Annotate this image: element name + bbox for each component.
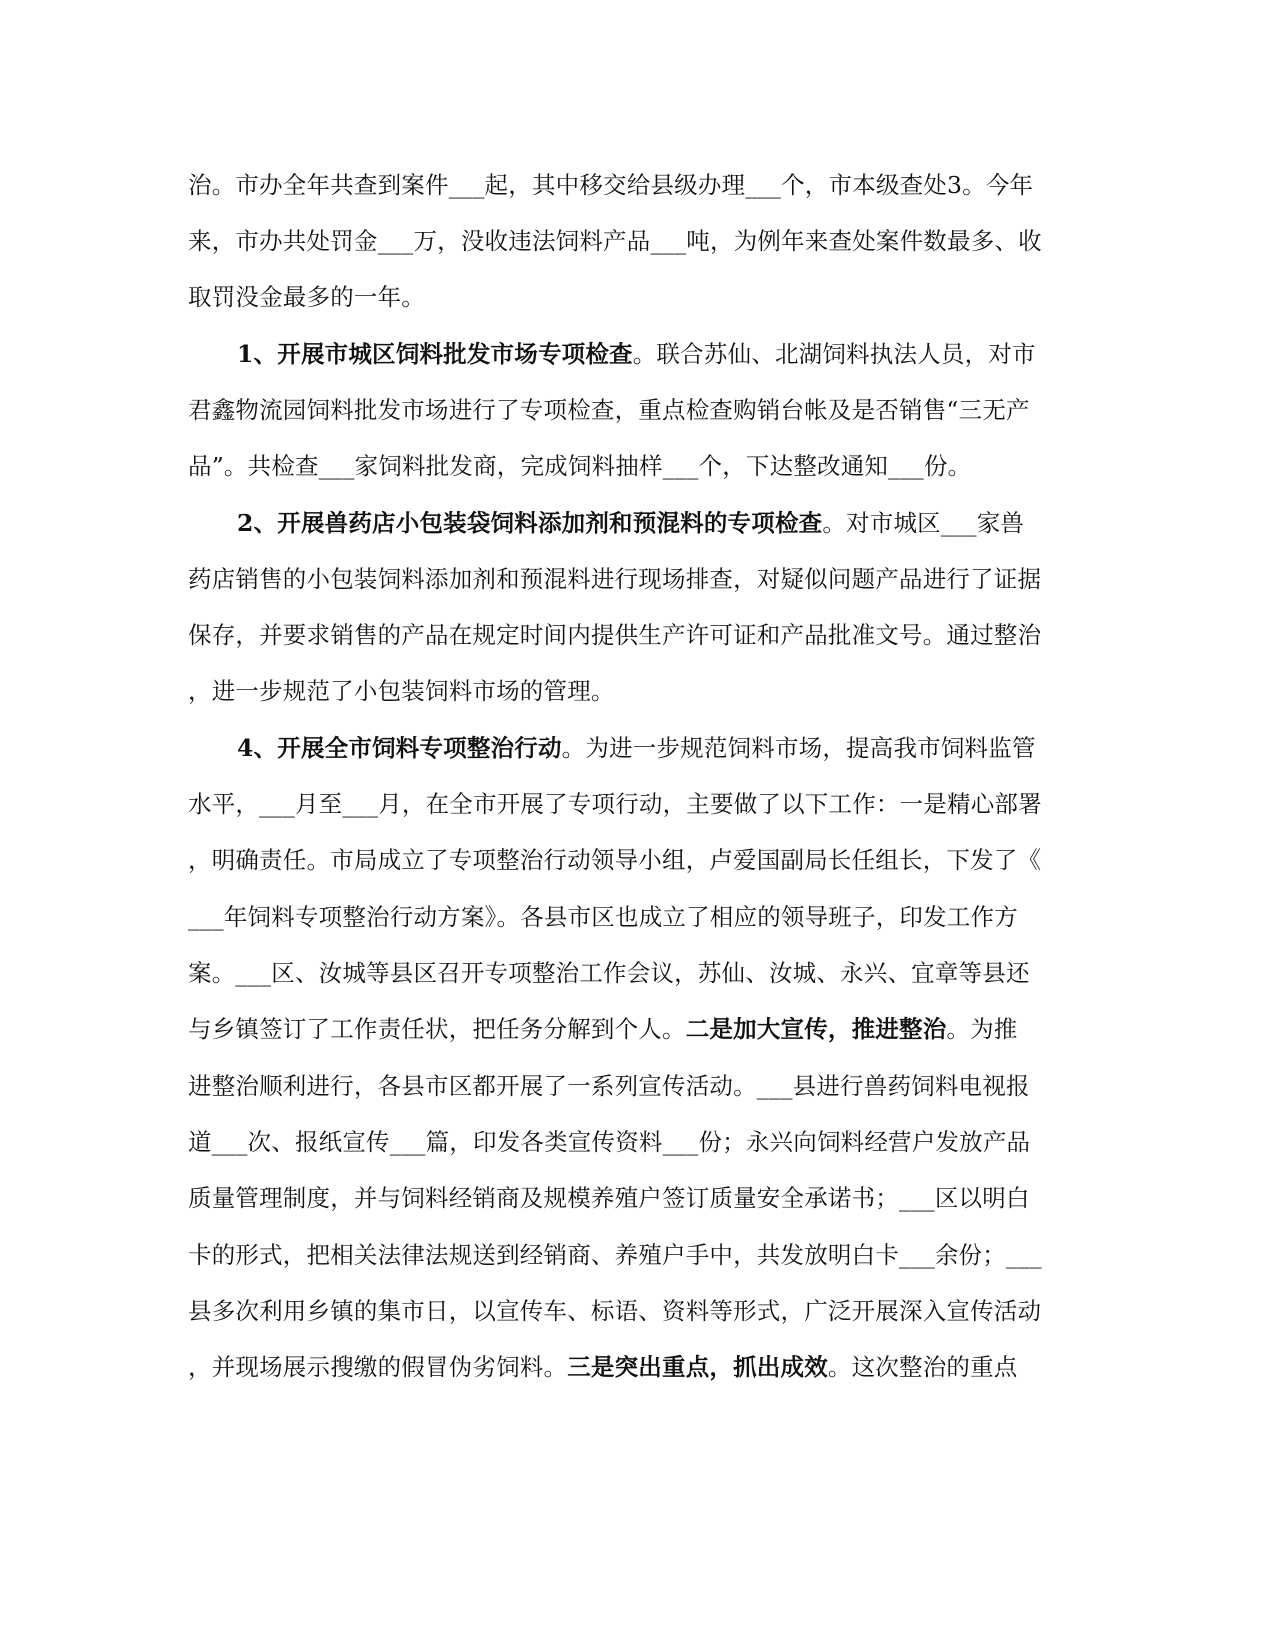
line-text: ，明确责任。市局成立了专项整治行动领导小组，卢爱国副局长任组长，下发了《	[188, 846, 1042, 874]
line-text: 。这次整治的重点	[827, 1353, 1018, 1381]
paragraph-line	[188, 897, 1088, 937]
line-text: 来，市办共处罚金___万，没收违法饲料产品___吨，为例年来查处案件数最多、收	[188, 227, 1042, 255]
inline-heading: 二是加大宣传，推进整治	[685, 1015, 947, 1043]
line-text: ，进一步规范了小包装饲料市场的管理。	[188, 677, 615, 705]
line-text: 道___次、报纸宣传___篇，印发各类宣传资料___份；永兴向饲料经营户发放产品	[188, 1128, 1031, 1156]
paragraph-line	[237, 503, 1088, 543]
line-text: 保存，并要求销售的产品在规定时间内提供生产许可证和产品批准文号。通过整治	[188, 621, 1042, 649]
paragraph-line	[188, 1009, 1088, 1049]
line-text: 卡的形式，把相关法律法规送到经销商、养殖户手中，共发放明白卡___余份；___	[188, 1241, 1042, 1269]
inline-heading: 三是突出重点，抓出成效	[567, 1353, 828, 1381]
line-text: 。联合苏仙、北湖饲料执法人员，对市	[632, 340, 1036, 368]
line-text: ，并现场展示搜缴的假冒伪劣饲料。	[188, 1353, 568, 1381]
paragraph-line	[188, 446, 1088, 486]
paragraph-line	[188, 221, 1088, 261]
paragraph-line	[188, 559, 1088, 599]
line-text: 品”。共检查___家饲料批发商，完成饲料抽样___个，下达整改通知___份。	[188, 452, 972, 480]
paragraph-line	[188, 784, 1088, 824]
paragraph-line	[188, 671, 1088, 711]
paragraph-line	[188, 390, 1088, 430]
paragraph-line	[188, 1122, 1088, 1162]
paragraph-line	[188, 1178, 1088, 1218]
section-heading: 2、开展兽药店小包装袋饲料添加剂和预混料的专项检查	[237, 509, 823, 537]
paragraph-line	[188, 1291, 1088, 1331]
line-text: 。为进一步规范饲料市场，提高我市饲料监管	[561, 734, 1036, 762]
paragraph-line	[188, 1347, 1088, 1387]
paragraph-line	[237, 334, 1088, 374]
line-text: ___年饲料专项整治行动方案》。各县市区也成立了相应的领导班子，印发工作方	[188, 903, 1018, 931]
line-text: 取罚没金最多的一年。	[188, 283, 425, 311]
line-text: 。为推	[946, 1015, 1018, 1043]
line-text: 药店销售的小包装饲料添加剂和预混料进行现场排查，对疑似问题产品进行了证据	[188, 565, 1042, 593]
line-text: 进整治顺利进行，各县市区都开展了一系列宣传活动。___县进行兽药饲料电视报	[188, 1072, 1030, 1100]
paragraph-line	[188, 953, 1088, 993]
line-text: 。对市城区___家兽	[822, 509, 1025, 537]
paragraph-line	[188, 615, 1088, 655]
section-heading: 4、开展全市饲料专项整治行动	[237, 734, 562, 762]
line-text: 质量管理制度，并与饲料经销商及规模养殖户签订质量安全承诺书；___区以明白	[188, 1184, 1030, 1212]
line-text: 与乡镇签订了工作责任状，把任务分解到个人。	[188, 1015, 686, 1043]
paragraph-line	[188, 840, 1088, 880]
line-text: 治。市办全年共查到案件___起，其中移交给县级办理___个，市本级查处3。今年	[188, 171, 1034, 199]
line-text: 案。___区、汝城等县区召开专项整治工作会议，苏仙、汝城、永兴、宜章等县还	[188, 959, 1030, 987]
paragraph-line	[188, 165, 1088, 205]
paragraph-line	[188, 277, 1088, 317]
paragraph-line	[188, 1235, 1088, 1275]
line-text: 县多次利用乡镇的集市日，以宣传车、标语、资料等形式，广泛开展深入宣传活动	[188, 1297, 1042, 1325]
line-text: 君鑫物流园饲料批发市场进行了专项检查，重点检查购销台帐及是否销售“三无产	[188, 396, 1030, 424]
paragraph-line	[237, 728, 1088, 768]
paragraph-line	[188, 1066, 1088, 1106]
line-text: 水平，___月至___月，在全市开展了专项行动，主要做了以下工作：一是精心部署	[188, 790, 1042, 818]
section-heading: 1、开展市城区饲料批发市场专项检查	[237, 340, 633, 368]
